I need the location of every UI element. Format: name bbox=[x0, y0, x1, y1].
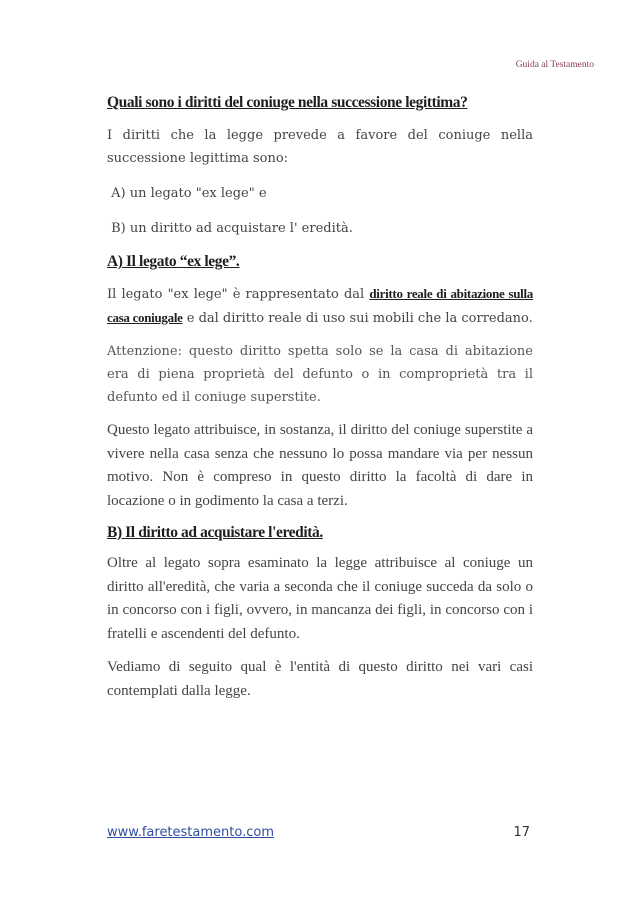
list-item-b: B) un diritto ad acquistare l' eredità. bbox=[107, 221, 353, 236]
paragraph-legato bbox=[107, 282, 533, 330]
legato-text-start: Il legato "ex lege" è rappresentato dal bbox=[107, 287, 370, 302]
paragraph-intro: I diritti che la legge prevede a favore del coniuge nella successione legittima sono: bbox=[107, 128, 533, 166]
legato-emphasis: diritto reale di abitazione sulla casa coniugale bbox=[107, 286, 533, 325]
paragraph-oltre: Oltre al legato sopra esaminato la legge attribuisce al coniuge un diritto all'eredità, che varia a seconda che il coniuge succeda da solo o in concorso con i figli, ovvero, in mancanza dei figli, in concorso con i fratelli e ascendenti del defunto. bbox=[107, 555, 533, 642]
running-header: Guida al Testamento bbox=[515, 60, 594, 70]
heading-legato-ex-lege: A) Il legato “ex lege”. bbox=[107, 253, 240, 270]
page-number: 17 bbox=[513, 825, 530, 840]
paragraph-vediamo: Vediamo di seguito qual è l'entità di questo diritto nei vari casi contemplati dalla legge. bbox=[107, 659, 533, 699]
paragraph-questo-legato: Questo legato attribuisce, in sostanza, il diritto del coniuge superstite a vivere nella casa senza che nessuno lo possa mandare via per nessun motivo. Non è compreso in questo diritto la facoltà di dare in locazione o in godimento la casa a terzi. bbox=[107, 422, 533, 509]
heading-diritto-eredita: B) Il diritto ad acquistare l'eredità. bbox=[107, 524, 323, 541]
legato-text-end: e dal diritto reale di uso sui mobili che la corredano. bbox=[182, 311, 533, 326]
heading-diritti-coniuge: Quali sono i diritti del coniuge nella successione legittima? bbox=[107, 94, 468, 111]
list-item-a: A) un legato "ex lege" e bbox=[107, 186, 267, 201]
footer-website-link[interactable]: www.faretestamento.com bbox=[107, 825, 274, 840]
paragraph-attenzione: Attenzione: questo diritto spetta solo se la casa di abitazione era di piena proprietà del defunto o in comproprietà tra il defunto ed il coniuge superstite. bbox=[107, 344, 533, 405]
page-content bbox=[107, 89, 533, 703]
